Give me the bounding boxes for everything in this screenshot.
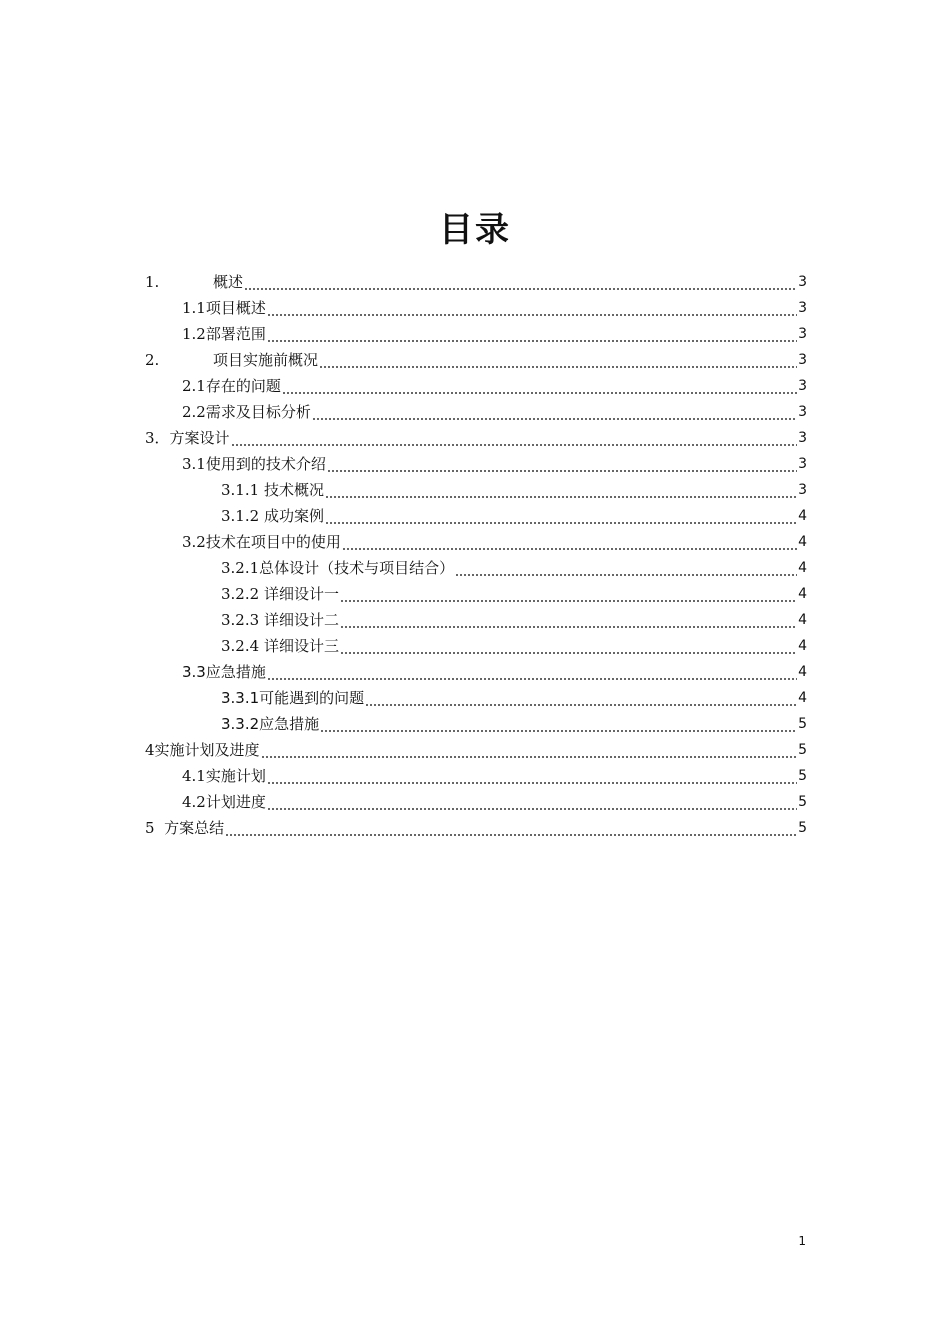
toc-entry-label — [145, 428, 230, 448]
toc-dot-leader — [267, 792, 797, 812]
toc-entry-page: 4 — [798, 508, 807, 524]
toc-entry-text: 部署范围 — [205, 325, 266, 343]
toc-entry[interactable] — [145, 760, 807, 786]
toc-entry[interactable] — [145, 344, 807, 370]
toc-entry-page: 4 — [798, 560, 807, 576]
toc-entry-text: 项目概述 — [205, 299, 266, 317]
toc-dot-leader — [267, 324, 797, 344]
toc-entry-number: 3.3.2 — [221, 715, 260, 733]
toc-dot-leader — [231, 428, 798, 448]
toc-entry[interactable] — [145, 474, 807, 500]
toc-entry-page: 4 — [798, 638, 807, 654]
toc-entry-label — [221, 506, 324, 526]
toc-entry-label — [221, 584, 339, 604]
toc-entry-page: 3 — [798, 378, 807, 394]
toc-entry-page: 4 — [798, 586, 807, 602]
toc-entry[interactable] — [145, 266, 807, 292]
toc-entry-label — [221, 480, 324, 500]
toc-dot-leader — [267, 298, 797, 318]
toc-dot-leader — [342, 532, 797, 552]
toc-entry-text: 需求及目标分析 — [205, 403, 311, 421]
toc-entry-page: 5 — [798, 742, 807, 758]
toc-entry-text: 计划进度 — [205, 793, 266, 811]
toc-dot-leader — [282, 376, 797, 396]
toc-entry-number: 3.1.2 — [221, 507, 264, 525]
toc-entry-text: 存在的问题 — [205, 377, 281, 395]
toc-entry-label — [182, 792, 266, 812]
toc-entry-text: 实施计划 — [205, 767, 266, 785]
toc-entry[interactable] — [145, 682, 807, 708]
toc-entry-number: 3.3 — [182, 663, 206, 681]
toc-dot-leader — [320, 714, 797, 734]
toc-dot-leader — [267, 766, 797, 786]
toc-entry-number: 3.2.3 — [221, 611, 264, 629]
table-of-contents — [145, 266, 807, 838]
toc-entry-label — [182, 662, 266, 682]
toc-entry-page: 5 — [798, 768, 807, 784]
toc-entry[interactable] — [145, 708, 807, 734]
toc-entry-page: 3 — [798, 430, 807, 446]
toc-entry-text: 方案设计 — [169, 429, 230, 447]
toc-entry-page: 4 — [798, 534, 807, 550]
toc-entry-number: 3.3.1 — [221, 689, 260, 707]
toc-entry-number: 3.1.1 — [221, 481, 264, 499]
toc-entry-text: 技术在项目中的使用 — [205, 533, 341, 551]
toc-entry[interactable] — [145, 630, 807, 656]
toc-entry-text: 详细设计三 — [263, 637, 339, 655]
toc-entry-label — [221, 610, 339, 630]
toc-entry-label — [182, 402, 311, 422]
toc-dot-leader — [340, 636, 797, 656]
toc-dot-leader — [225, 818, 797, 838]
toc-entry-page: 4 — [798, 612, 807, 628]
toc-entry[interactable] — [145, 734, 807, 760]
toc-entry-page: 3 — [798, 326, 807, 342]
toc-entry-number: 1.2 — [182, 325, 206, 343]
toc-entry-text: 成功案例 — [263, 507, 324, 525]
toc-entry-page: 4 — [798, 664, 807, 680]
toc-entry-text: 方案总结 — [164, 819, 225, 837]
toc-entry[interactable] — [145, 656, 807, 682]
toc-entry-number: 4.2 — [182, 793, 206, 811]
toc-dot-leader — [267, 662, 797, 682]
toc-entry-text: 详细设计二 — [263, 611, 339, 629]
toc-title: 目录 — [439, 210, 511, 250]
toc-dot-leader — [455, 558, 797, 578]
toc-entry[interactable] — [145, 292, 807, 318]
toc-dot-leader — [261, 740, 798, 760]
toc-entry-number: 2.2 — [182, 403, 206, 421]
toc-entry[interactable] — [145, 370, 807, 396]
toc-entry-text: 可能遇到的问题 — [259, 689, 365, 707]
toc-entry-number: 3.2.1 — [221, 559, 260, 577]
toc-entry-label — [221, 714, 319, 734]
toc-entry-text: 实施计划及进度 — [154, 741, 260, 759]
toc-entry-number: 1. — [145, 273, 160, 291]
toc-entry-label — [145, 350, 318, 370]
toc-entry-number: 3.2.4 — [221, 637, 264, 655]
toc-entry[interactable] — [145, 318, 807, 344]
toc-entry-text: 详细设计一 — [263, 585, 339, 603]
toc-entry-page: 3 — [798, 482, 807, 498]
toc-entry-page: 5 — [798, 820, 807, 836]
toc-entry-label — [182, 324, 266, 344]
toc-entry-label — [145, 272, 243, 292]
toc-entry-page: 3 — [798, 456, 807, 472]
toc-entry[interactable] — [145, 422, 807, 448]
toc-entry-number: 3.2 — [182, 533, 206, 551]
toc-entry[interactable] — [145, 526, 807, 552]
toc-entry-number: 4 — [145, 741, 155, 759]
toc-entry[interactable] — [145, 604, 807, 630]
toc-entry-text: 应急措施 — [205, 663, 266, 681]
toc-entry-number: 2.1 — [182, 377, 206, 395]
toc-dot-leader — [327, 454, 797, 474]
toc-entry-label — [182, 454, 326, 474]
toc-dot-leader — [312, 402, 797, 422]
toc-entry[interactable] — [145, 396, 807, 422]
toc-dot-leader — [319, 350, 797, 370]
toc-dot-leader — [340, 584, 797, 604]
toc-dot-leader — [340, 610, 797, 630]
toc-dot-leader — [365, 688, 797, 708]
toc-entry-label — [182, 376, 281, 396]
toc-entry-page: 3 — [798, 352, 807, 368]
toc-entry-number: 3． — [145, 429, 170, 447]
toc-entry-label — [221, 688, 364, 708]
toc-entry-page: 5 — [798, 716, 807, 732]
toc-entry[interactable] — [145, 448, 807, 474]
toc-entry-number: 2. — [145, 351, 160, 369]
toc-entry[interactable] — [145, 578, 807, 604]
toc-entry-page: 3 — [798, 274, 807, 290]
toc-entry-label — [145, 740, 260, 760]
toc-entry-label — [221, 558, 454, 578]
toc-entry-page: 3 — [798, 404, 807, 420]
toc-entry[interactable] — [145, 552, 807, 578]
toc-entry-label — [182, 532, 341, 552]
toc-entry-number: 3.1 — [182, 455, 206, 473]
toc-dot-leader — [244, 272, 797, 292]
toc-entry[interactable] — [145, 786, 807, 812]
toc-entry-number: 5 — [145, 819, 165, 837]
toc-entry-text: 应急措施 — [259, 715, 320, 733]
toc-entry-page: 4 — [798, 690, 807, 706]
toc-entry[interactable] — [145, 812, 807, 838]
toc-entry-number: 4.1 — [182, 767, 206, 785]
page-number: 1 — [798, 1234, 806, 1248]
toc-entry-label — [182, 766, 266, 786]
toc-entry-page: 3 — [798, 300, 807, 316]
toc-dot-leader — [325, 506, 797, 526]
toc-entry-label — [221, 636, 339, 656]
toc-entry-text: 总体设计（技术与项目结合） — [259, 559, 455, 577]
toc-entry[interactable] — [145, 500, 807, 526]
toc-entry-text: 使用到的技术介绍 — [205, 455, 326, 473]
toc-dot-leader — [325, 480, 797, 500]
toc-entry-label — [145, 818, 224, 838]
toc-entry-label — [182, 298, 266, 318]
toc-entry-number: 3.2.2 — [221, 585, 264, 603]
toc-entry-number: 1.1 — [182, 299, 206, 317]
toc-entry-text: 项目实施前概况 — [213, 351, 319, 369]
toc-entry-text: 概述 — [213, 273, 244, 291]
toc-entry-text: 技术概况 — [263, 481, 324, 499]
toc-entry-page: 5 — [798, 794, 807, 810]
